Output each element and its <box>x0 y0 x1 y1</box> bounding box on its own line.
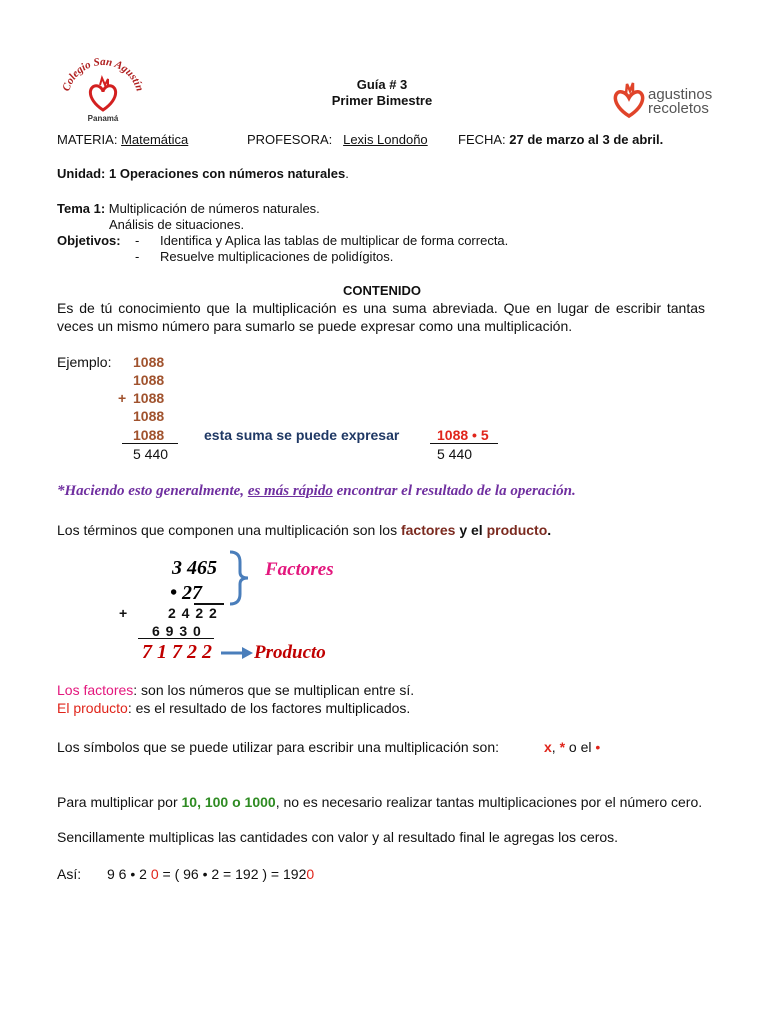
def-factores <box>57 682 414 698</box>
page-subtitle: Primer Bimestre <box>331 93 433 108</box>
regla-numbers: 10, 100 o 1000 <box>181 794 276 810</box>
def-factores-term: Los factores <box>57 682 134 698</box>
partial-2: 6 9 3 0 <box>152 623 202 639</box>
addend-3: 1088 <box>133 390 165 406</box>
def-factores-text: : son los números que se multiplican entre sí. <box>133 682 415 698</box>
svg-text:Colegio San Agustín <box>60 56 145 93</box>
heart-icon <box>90 78 115 110</box>
partial-underline <box>138 638 214 639</box>
label-factores: Factores <box>265 559 334 580</box>
note-part-2: es más rápido <box>247 483 333 499</box>
materia-value: Matemática <box>121 132 189 147</box>
partial-plus: + <box>119 605 128 621</box>
objetivo-bullet-1: - <box>135 233 140 248</box>
tema-line1: Multiplicación de números naturales. <box>108 201 320 216</box>
regla-part-2: , no es necesario realizar tantas multiplicaciones por el número cero. <box>275 794 703 810</box>
symbol-sep-2: o el <box>565 739 596 755</box>
ejemplo-phrase: esta suma se puede expresar <box>204 427 400 443</box>
asi-label: Así: <box>57 866 82 882</box>
def-producto-text: : es el resultado de los factores multiplicados. <box>127 700 411 716</box>
def-producto <box>57 700 410 716</box>
note-line <box>57 483 576 500</box>
note-part-3: encontrar el resultado de la operación <box>332 483 572 499</box>
unidad-line <box>57 166 349 181</box>
contenido-intro: Es de tú conocimiento que la multiplicación es una suma abreviada. Que en lugar de escribir tantas veces un mismo número para sumarlo se puede expresar como una multiplicación. <box>57 300 705 334</box>
addend-1: 1088 <box>133 354 165 370</box>
tema-line <box>57 201 320 216</box>
simbolos-text: Los símbolos que se puede utilizar para escribir una multiplicación son: <box>57 739 500 755</box>
label-producto: Producto <box>254 642 326 663</box>
arrow-right-icon <box>220 645 254 661</box>
terminos-line <box>57 522 551 538</box>
asi-zero: 0 <box>150 866 159 882</box>
profesora-label: PROFESORA: <box>247 132 333 147</box>
objetivo-bullet-2: - <box>135 249 140 264</box>
factor-2: • 27 <box>170 582 203 604</box>
addend-4: 1088 <box>133 408 165 424</box>
addend-5: 1088 <box>133 427 165 443</box>
ejemplo-label: Ejemplo: <box>57 354 112 370</box>
profesora-value: Lexis Londoño <box>343 132 428 147</box>
school-logo-arc-text: Colegio San Agustín <box>60 56 146 93</box>
note-part-4: . <box>572 483 576 499</box>
simbolos-list <box>544 739 600 755</box>
asi-expr-b: = ( 96 • 2 = 192 ) = 192 <box>158 866 307 882</box>
fecha-value: 27 de marzo al 3 de abril. <box>509 132 664 147</box>
info-line <box>57 132 188 147</box>
sum-underline <box>122 443 178 444</box>
terminos-factores: factores <box>400 522 456 538</box>
profesora-field <box>247 132 428 147</box>
fecha-label: FECHA: <box>458 132 506 147</box>
addend-2: 1088 <box>133 372 165 388</box>
symbol-sep-1: , <box>551 739 560 755</box>
tema-label: Tema 1: <box>57 201 106 216</box>
fecha-field <box>458 132 663 147</box>
terminos-part-1: Los términos que componen una multiplicación son los <box>57 522 401 538</box>
ejemplo-sum: 5 440 <box>133 446 169 462</box>
materia-label: MATERIA: <box>57 132 118 147</box>
regla-part-1: Para multiplicar por <box>57 794 182 810</box>
objetivos-label: Objetivos: <box>57 233 121 248</box>
regla-line2: Sencillamente multiplicas las cantidades con valor y al resultado final le agregas los ceros. <box>57 829 619 845</box>
objetivo-item-2: Resuelve multiplicaciones de polidígitos. <box>160 249 394 264</box>
asi-zero-2: 0 <box>306 866 315 882</box>
ejemplo-expression: 1088 • 5 <box>437 427 489 443</box>
factor-1: 3 465 <box>172 557 217 579</box>
unidad-text: Unidad: 1 Operaciones con números naturales <box>57 166 346 181</box>
objetivo-item-1: Identifica y Aplica las tablas de multiplicar de forma correcta. <box>160 233 509 248</box>
partial-1: 2 4 2 2 <box>168 605 218 621</box>
symbol-asterisk: * <box>559 739 566 755</box>
asi-expression <box>107 866 314 882</box>
product: 7 1 7 2 2 <box>142 641 212 663</box>
page-title: Guía # 3 <box>356 77 408 92</box>
brand-logo-line1: agustinos <box>648 86 713 103</box>
tema-line2: Análisis de situaciones. <box>109 217 245 232</box>
terminos-y-el: y el <box>455 522 487 538</box>
terminos-dot: . <box>547 522 552 538</box>
school-logo <box>58 56 148 123</box>
contenido-heading: CONTENIDO <box>343 283 421 298</box>
regla-paragraph <box>57 793 705 811</box>
asi-expr-a: 9 6 • 2 <box>107 866 151 882</box>
factores-bracket-icon <box>224 550 258 606</box>
plus-sign: + <box>118 390 127 406</box>
expression-underline <box>430 443 498 444</box>
unidad-dot: . <box>345 166 349 181</box>
ejemplo-result: 5 440 <box>437 446 473 462</box>
note-part-1: *Haciendo esto generalmente, <box>57 483 248 499</box>
school-logo-city: Panamá <box>87 114 119 123</box>
brand-logo-line2: recoletos <box>648 100 709 117</box>
symbol-dot: • <box>595 739 601 755</box>
def-producto-term: El producto <box>57 700 128 716</box>
symbol-x: x <box>544 739 552 755</box>
brand-logo <box>612 82 727 122</box>
terminos-producto: producto <box>486 522 548 538</box>
flaming-heart-icon <box>612 82 646 120</box>
